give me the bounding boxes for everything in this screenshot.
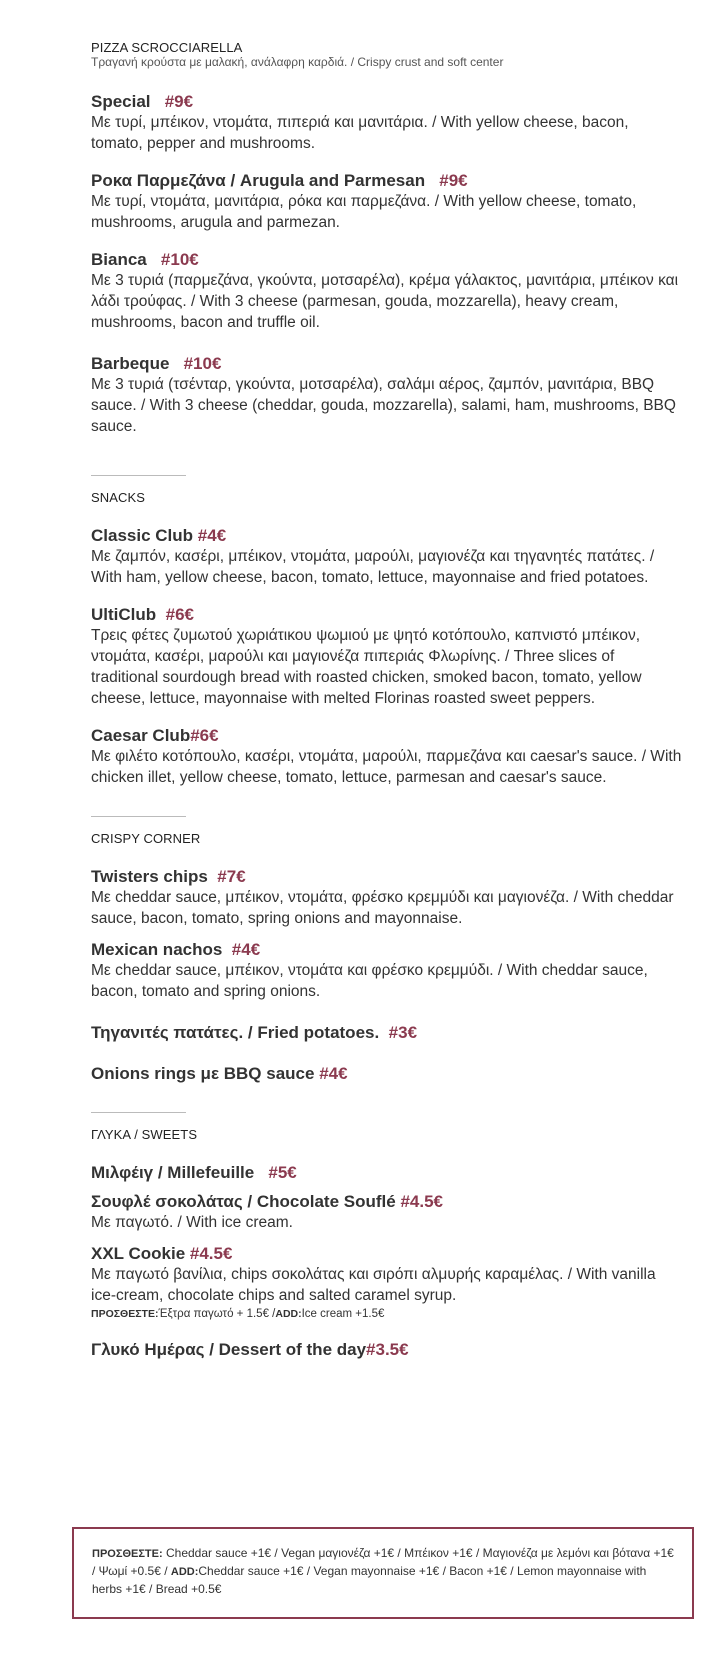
menu-item — [91, 939, 684, 1002]
menu-item — [91, 866, 684, 929]
item-price: #5€ — [268, 1163, 297, 1182]
item-price: #4€ — [319, 1064, 348, 1083]
item-name: Caesar Club — [91, 726, 191, 745]
item-addon: ΠΡΟΣΘΕΣΤΕ:Έξτρα παγωτό + 1.5€ /ADD:Ice cream +1.5€ — [91, 1308, 385, 1320]
menu-item — [91, 249, 684, 333]
item-name: Twisters chips — [91, 867, 208, 886]
item-name: Μιλφέιγ / Millefeuille — [91, 1163, 255, 1182]
item-description: Με τυρί, μπέικον, ντομάτα, πιπεριά και μανιτάρια. / With yellow cheese, bacon, tomato, pepper and mushrooms. — [91, 114, 629, 152]
item-price: #4.5€ — [400, 1192, 443, 1211]
item-name: Γλυκό Ημέρας / Dessert of the day — [91, 1340, 367, 1359]
item-name: Onions rings με BBQ sauce — [91, 1064, 315, 1083]
item-price: #4.5€ — [189, 1244, 233, 1263]
menu-item — [91, 170, 684, 233]
addons-text: ΠΡΟΣΘΕΣΤΕ: Cheddar sauce +1€ / Vegan μαγιονέζα +1€ / Μπέικον +1€ / Μαγιονέζα με λεμόνι και βότανα +1€ / Ψωμί +0.5€ / ADD:Cheddar sauce +1€ / Vegan mayonnaise +1€ / Bacon +1€ / Lemon mayonnaise with herbs +1€ / Bread +0.5€ — [92, 1546, 674, 1596]
pizza-section — [91, 40, 684, 437]
item-name: Mexican nachos — [91, 940, 223, 959]
menu-item — [91, 91, 684, 154]
item-name: Ροκα Παρμεζάνα / Arugula and Parmesan — [91, 171, 426, 190]
item-price: #3€ — [388, 1023, 418, 1042]
addons-label-en: ADD: — [170, 1566, 199, 1578]
divider — [91, 1112, 186, 1113]
crispy-section — [91, 831, 684, 1084]
addons-label-gr: ΠΡΟΣΘΕΣΤΕ: — [92, 1548, 163, 1560]
item-name: Barbeque — [91, 354, 170, 373]
item-price: #4€ — [197, 526, 227, 545]
menu-item — [91, 725, 684, 788]
item-name: Classic Club — [91, 526, 194, 545]
item-price: #6€ — [165, 605, 194, 624]
menu-item — [91, 353, 684, 437]
item-description: Με ζαμπόν, κασέρι, μπέικον, ντομάτα, μαρούλι, μαγιονέζα και τηγανητές πατάτες. / With ham, yellow cheese, bacon, tomato, lettuce, mayonnaise and fried potatoes. — [91, 548, 655, 586]
item-description: Με cheddar sauce, μπέικον, ντομάτα και φρέσκο κρεμμύδι. / With cheddar sauce, bacon, tomato and spring onions. — [91, 962, 648, 1000]
item-name: Σουφλέ σοκολάτας / Chocolate Souflé — [91, 1192, 396, 1211]
item-price: #9€ — [439, 171, 468, 190]
item-price: #7€ — [217, 867, 246, 886]
item-description: Με τυρί, ντομάτα, μανιτάρια, ρόκα και παρμεζάνα. / With yellow cheese, tomato, mushrooms, arugula and parmezan. — [91, 193, 637, 231]
item-description: Με παγωτό βανίλια, chips σοκολάτας και σιρόπι αλμυρής καραμέλας. / With vanilla ice-cream, chocolate chips and salted caramel syrup. — [91, 1266, 656, 1304]
item-name: Bianca — [91, 250, 147, 269]
item-name: XXL Cookie — [91, 1244, 186, 1263]
divider — [91, 816, 186, 817]
addons-box — [72, 1527, 694, 1619]
sweets-section — [91, 1127, 684, 1360]
section-subtitle: Τραγανή κρούστα με μαλακή, ανάλαφρη καρδιά. / Crispy crust and soft center — [91, 55, 504, 69]
section-title: ΓΛΥΚΑ / SWEETS — [91, 1127, 198, 1142]
item-description: Με cheddar sauce, μπέικον, ντομάτα, φρέσκο κρεμμύδι και μαγιονέζα. / With cheddar sauce, bacon, tomato, spring onions and mayonnaise. — [91, 889, 674, 927]
menu-item — [91, 1339, 684, 1360]
menu-item — [91, 604, 684, 709]
divider — [91, 475, 186, 476]
item-price: #4€ — [231, 940, 261, 959]
section-title: CRISPY CORNER — [91, 831, 201, 846]
item-description: Με 3 τυριά (τσένταρ, γκούντα, μοτσαρέλα), σαλάμι αέρος, ζαμπόν, μανιτάρια, BBQ sauce. / With 3 cheese (cheddar, gouda, mozzarella), salami, ham, mushrooms, BBQ sauce. — [91, 376, 676, 435]
menu-item — [91, 1243, 684, 1323]
item-name: UltiClub — [91, 605, 157, 624]
menu-item — [91, 525, 684, 588]
menu-item — [91, 1063, 684, 1084]
item-name: Τηγανιτές πατάτες. / Fried potatoes. — [91, 1023, 380, 1042]
item-description: Με 3 τυριά (παρμεζάνα, γκούντα, μοτσαρέλα), κρέμα γάλακτος, μανιτάρια, μπέικον και λάδι τρούφας. / With 3 cheese (parmesan, gouda, mozzarella), heavy cream, mushrooms, bacon and truffle oil. — [91, 272, 679, 331]
item-price: #10€ — [160, 250, 199, 269]
snacks-section — [91, 490, 684, 788]
item-price: #9€ — [164, 92, 194, 111]
item-price: #6€ — [190, 726, 219, 745]
item-description: Με φιλέτο κοτόπουλο, κασέρι, ντομάτα, μαρούλι, παρμεζάνα και caesar's sauce. / With chicken illet, yellow cheese, tomato, lettuce, parmesan and caesar's sauce. — [91, 748, 682, 786]
section-title: SNACKS — [91, 490, 146, 505]
item-price: #10€ — [183, 354, 222, 373]
item-price: #3.5€ — [366, 1340, 409, 1359]
menu-item — [91, 1022, 684, 1043]
item-name: Special — [91, 92, 151, 111]
item-description: Με παγωτό. / With ice cream. — [91, 1214, 293, 1231]
section-title: PIZZA SCROCCIARELLA — [91, 40, 243, 55]
item-description: Τρεις φέτες ζυμωτού χωριάτικου ψωμιού με ψητό κοτόπουλο, καπνιστό μπέικον, ντομάτα, κασέρι, μαρούλι και μαγιονέζα πιπεριάς Φλωρίνης. / Three slices of traditional sourdough bread with roasted chicken, smoked bacon, tomato, yellow cheese, lettuce, mayonnaise with melted Florinas roasted sweet peppers. — [91, 627, 642, 707]
menu-item — [91, 1162, 684, 1183]
menu-item — [91, 1191, 684, 1233]
